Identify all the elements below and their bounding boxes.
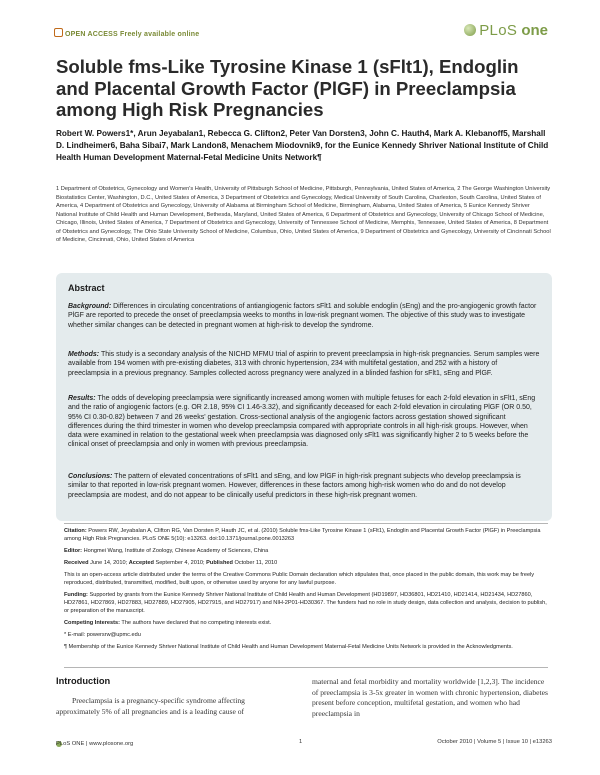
open-access-lock-icon <box>54 28 63 37</box>
abstract-results: Results: The odds of developing preeclampsia were significantly increased among women with multiple fetuses for each 2-fold elevation in sFlt1, sEng and the ratio of angiogenic factors (e.g. OR 2.18, 95% CI 1.46-3.32), and significantly deceased for each 2-fold elevation in circulating PlGF (OR 0.50, 95% CI 0.30-0.82) between 7 and 26 weeks' gestation. Cross-sectional analysis of the angiogenic factors across gestation showed significant differences during the third trimester in women who develop preeclampsia compared with appropriate controls in all high-risk groups. However, when data were examined in relation to the gestational week when preeclampsia was diagnosed only sFlt1 was significantly higher 2 to 5 weeks before the clinical onset of preeclampsia and only in women with previous preeclampsia. <box>68 395 536 449</box>
citation: Citation: Powers RW, Jeyabalan A, Clifton RG, Van Dorsten P, Hauth JC, et al. (2010) Soluble fms-Like Tyrosine Kinase 1 (sFlt1), Endoglin and Placental Growth Factor (PlGF) in Preeclampsia among High Risk Pregnancies. PLoS ONE 5(10): e13263. doi:10.1371/journal.pone.0013263 <box>64 528 541 542</box>
page-number: 1 <box>299 739 303 745</box>
introduction-column-1: Preeclampsia is a pregnancy-specific syndrome affecting approximately 5% of all pregnancies and is a leading cause of <box>56 696 245 716</box>
introduction-heading: Introduction <box>56 676 111 686</box>
author-list: Robert W. Powers1*, Arun Jeyabalan1, Rebecca G. Clifton2, Peter Van Dorsten3, John C. Hauth4, Mark A. Klebanoff5, Marshall D. Lindheimer6, Baha Sibai7, Mark Landon8, Menachem Miodovnik9, for the Eunice Kennedy Shriver National Institute of Child Health Human Development Maternal-Fetal Medicine Units Network¶ <box>56 129 549 162</box>
corresponding-email[interactable]: * E-mail: powersrw@upmc.edu <box>64 632 141 638</box>
abstract-background: Background: Differences in circulating concentrations of antiangiogenic factors sFlt1 and soluble endoglin (sEng) and the pro-angiogenic growth factor PlGF are reported to precede the onset of preeclampsia weeks to months in low-risk pregnant women. The objective of this study was to investigate whether similar changes can be detected in pregnant women at high-risk to develop the syndrome. <box>68 303 537 329</box>
dates: Received June 14, 2010; Accepted September 4, 2010; Published October 11, 2010 <box>64 560 278 566</box>
license: This is an open-access article distributed under the terms of the Creative Commons Public Domain declaration which stipulates that, once placed in the public domain, this work may be freely reproduced, distributed, transmitted, modified, built upon, or otherwise used by anyone for any lawful purpose. <box>64 572 535 586</box>
divider <box>64 667 548 668</box>
funding: Funding: Supported by grants from the Eunice Kennedy Shriver National Institute of Child Health and Human Development (HD19897, HD36801, HD21410, HD21414, HD21434, HD27860, HD27861, HD27869, HD27883, HD27889, HD27905, HD27915, and HD27917) and NIH-2P01-HD30367. The funders had no role in study design, data collection and analysis, decision to publish, or preparation of the manuscript. <box>64 592 547 614</box>
abstract-heading: Abstract <box>68 283 105 293</box>
page-footer: PLoS ONE | www.plosone.org 1 October 2010 | Volume 5 | Issue 10 | e13263 <box>56 739 552 747</box>
plos-one-logo[interactable]: PLoS one <box>464 22 548 39</box>
divider <box>64 523 548 524</box>
article-metadata <box>64 527 548 651</box>
plos-logo-icon <box>464 24 476 36</box>
article-title: Soluble fms-Like Tyrosine Kinase 1 (sFlt1), Endoglin and Placental Growth Factor (PlGF) in Preeclampsia among High Risk Pregnancies <box>56 56 519 120</box>
abstract-methods: Methods: This study is a secondary analysis of the NICHD MFMU trial of aspirin to prevent preeclampsia in high-risk pregnancies. Serum samples were available from 194 women with pre-existing diabetes, 313 with chronic hypertension, 234 with multifetal gestation, and 252 with a history of preeclampsia in a previous pregnancy. Samples collected across pregnancy were analyzed in a blinded fashion for sFlt1, sEng and PlGF. <box>68 351 540 377</box>
editor: Editor: Hongmei Wang, Institute of Zoology, Chinese Academy of Sciences, China <box>64 548 269 554</box>
competing-interests: Competing Interests: The authors have declared that no competing interests exist. <box>64 620 272 626</box>
footer-issue: October 2010 | Volume 5 | Issue 10 | e13263 <box>437 739 552 745</box>
open-access-label: OPEN ACCESS Freely available online <box>54 28 199 38</box>
affiliations: 1 Department of Obstetrics, Gynecology and Women's Health, University of Pittsburgh School of Medicine, Pittsburgh, Pennsylvania, United States of America, 2 The George Washington University Biostatistics Center, Washington, D.C., United States of America, 3 Department of Obstetrics and Gynecology, Medical University of South Carolina, Charleston, South Carolina, United States of America, 4 Department of Obstetrics and Gynecology, University of Alabama at Birmingham School of Medicine, Birmingham, Alabama, United States of America, 5 Eunice Kennedy Shriver National Institute of Child Health and Human Development, Bethesda, Maryland, United States of America, 6 Department of Obstetrics and Gynecology, University of Chicago School of Medicine, Chicago, Illinois, United States of America, 7 Department of Obstetrics and Gynecology, University of Tennessee School of Medicine, Memphis, Tennessee, United States of America, 8 Department of Obstetrics and Gynecology, The Ohio State University School of Medicine, Columbus, Ohio, United States of America, 9 Department of Obstetrics and Gynecology, University of Cincinnati School of Medicine, Cincinnati, Ohio, United States of America <box>56 186 551 243</box>
abstract-conclusions: Conclusions: The pattern of elevated concentrations of sFlt1 and sEng, and low PlGF in high-risk pregnant subjects who develop preeclampsia is similar to that reported in low-risk pregnant women. However, differences in these factors among high-risk women who do and do not develop preeclampsia are modest, and do not appear to be clinically useful predictors in these high-risk pregnant women. <box>68 473 521 499</box>
abstract-box <box>56 273 552 521</box>
top-bar <box>50 22 550 42</box>
introduction-column-2: maternal and fetal morbidity and mortality worldwide [1,2,3]. The incidence of preeclampsia is 3-5x greater in women with chronic hypertension, diabetes present before conception, multifetal gestation, and women who had preeclampsia in <box>312 677 548 718</box>
membership-note: ¶ Membership of the Eunice Kennedy Shriver National Institute of Child Health and Human Development Maternal-Fetal Medicine Units Network is provided in the Acknowledgments. <box>64 644 513 650</box>
